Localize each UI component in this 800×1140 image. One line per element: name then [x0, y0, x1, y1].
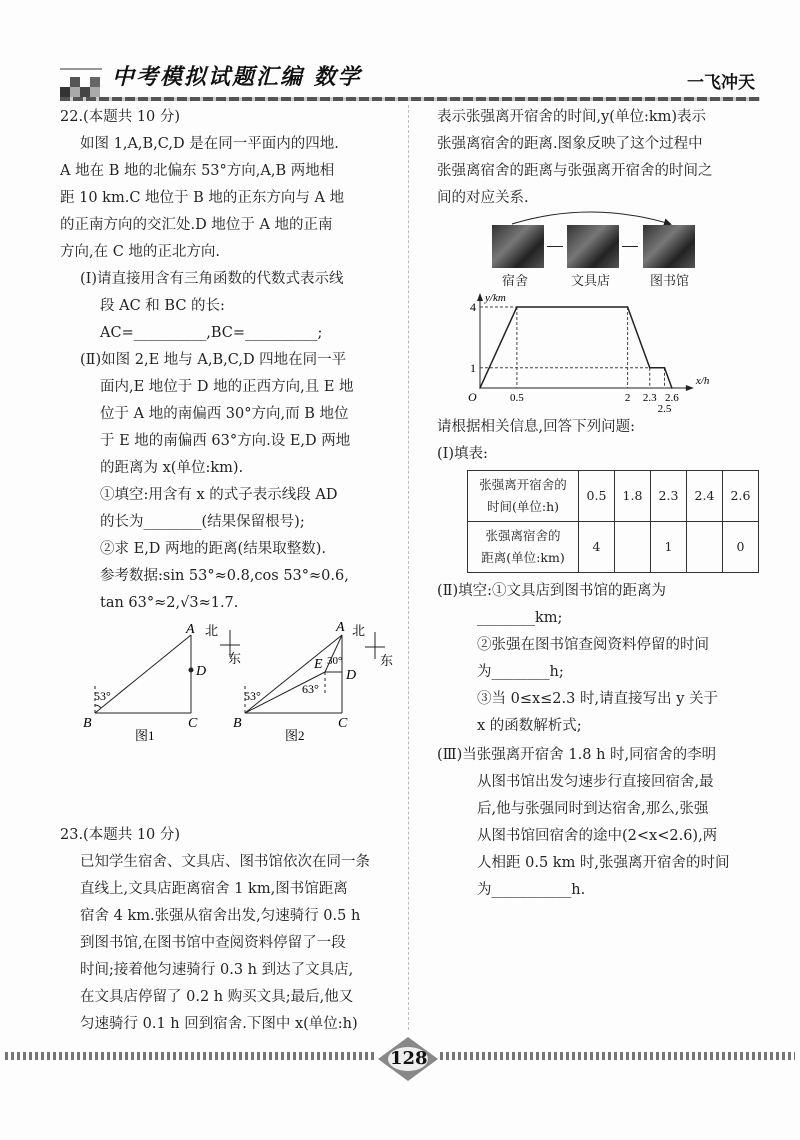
q22-figures — [80, 615, 400, 745]
q23-part2 — [437, 578, 718, 740]
q23-part3 — [437, 742, 730, 904]
table-cell: 0.5 — [579, 471, 615, 522]
row-header — [468, 471, 579, 522]
x-tick-label: 2 — [624, 392, 631, 404]
fig1-angle: 53° — [94, 689, 111, 703]
x-axis-label: x/h — [695, 375, 710, 387]
table-cell-blank[interactable] — [615, 522, 651, 573]
header-line: 时间(单位:h) — [486, 499, 559, 514]
q22-title: 22.(本题共 10 分) — [60, 109, 181, 125]
text-line: ②张强在图书馆查阅资料停留的时间 — [477, 637, 709, 653]
text-line: 已知学生宿舍、文具店、图书馆依次在同一条 — [80, 854, 370, 870]
row-header — [468, 522, 579, 573]
text-line: 面内,E 地位于 D 地的正西方向,且 E 地 — [100, 379, 354, 395]
data-point — [479, 387, 481, 389]
text-line: 从图书馆出发匀速步行直接回宿舍,最 — [477, 774, 714, 790]
data-point — [664, 367, 666, 369]
fig2-label-a: A — [336, 620, 345, 635]
fig2-label-e: E — [314, 657, 323, 672]
text-line: 于 E 地的南偏西 63°方向.设 E,D 两地 — [100, 433, 351, 449]
text-line: 在文具店停留了 0.2 h 购买文具;最后,他又 — [80, 989, 354, 1005]
text-line: ③当 0≤x≤2.3 时,请直接写出 y 关于 — [477, 691, 718, 707]
text-line: 的正南方向的交汇处.D 地位于 A 地的正南 — [60, 217, 333, 233]
fig2-label-b: B — [233, 716, 242, 731]
text-line: A 地在 B 地的北偏东 53°方向,A,B 两地相 — [60, 163, 335, 179]
arrow-to-library — [512, 212, 670, 224]
data-line — [480, 307, 672, 388]
text-line: 时间;接着他匀速骑行 0.3 h 到达了文具店, — [80, 962, 354, 978]
library-photo — [643, 225, 695, 268]
stationery-store-photo — [567, 225, 619, 268]
distance-time-graph — [460, 292, 730, 414]
table-cell[interactable]: 1 — [651, 522, 687, 573]
fig1-label-b: B — [83, 716, 92, 731]
text-line: 参考数据:sin 53°≈0.8,cos 53°≈0.6, — [100, 568, 349, 584]
place-dorm: 宿舍 — [502, 274, 529, 289]
x-tick-label: 2.6 — [665, 392, 679, 404]
x-tick-label: 2.3 — [642, 392, 657, 404]
header-line: 距离(单位:km) — [481, 550, 565, 565]
fig1-label-c: C — [188, 716, 198, 731]
header-divider — [60, 97, 760, 101]
table-row — [468, 522, 759, 573]
data-point — [627, 306, 629, 308]
q23-stem-continued — [437, 104, 713, 212]
fig1-north: 北 — [205, 623, 219, 638]
fill-in-table — [467, 470, 759, 573]
header-line: 张强离开宿舍的 — [479, 477, 567, 492]
place-stationery-store: 文具店 — [571, 274, 611, 289]
figure-2 — [245, 632, 385, 713]
text-line: 人相距 0.5 km 时,张强离开宿舍的时间 — [477, 855, 730, 871]
q23-prompt — [437, 414, 635, 468]
x-tick-label: 2.5 — [657, 403, 672, 414]
table-row — [468, 471, 759, 522]
arrow-left-icon — [622, 246, 638, 247]
text-line: 段 AC 和 BC 的长: — [100, 298, 225, 314]
answer-blank-line: AC=__________,BC=__________; — [100, 325, 323, 341]
table-cell[interactable]: 0 — [723, 522, 759, 573]
fig2-caption: 图2 — [285, 728, 305, 743]
y-axis-label: y/km — [485, 292, 506, 304]
answer-blank-line: ________km; — [477, 610, 563, 626]
place-library: 图书馆 — [650, 274, 690, 289]
footer-border-right — [440, 1052, 795, 1060]
answer-blank-line: 的长为________(结果保留根号); — [100, 514, 305, 530]
text-line: 间的对应关系. — [437, 190, 529, 206]
text-line: 表示张强离开宿舍的时间,y(单位:km)表示 — [437, 109, 707, 125]
text-line: ①填空:用含有 x 的式子表示线段 AD — [100, 487, 338, 503]
text-line: 如图 1,A,B,C,D 是在同一平面内的四地. — [80, 136, 339, 152]
footer-border-left — [5, 1052, 375, 1060]
text-line: (Ⅲ)当张强离开宿舍 1.8 h 时,同宿舍的李明 — [437, 747, 717, 763]
header-logo-icon — [60, 65, 104, 99]
text-line: 请根据相关信息,回答下列问题: — [437, 419, 635, 435]
header-brand: 一飞冲天 — [687, 73, 755, 93]
header-title: 中考模拟试题汇编 数学 — [112, 64, 362, 90]
data-point — [516, 306, 518, 308]
fig2-label-d: D — [346, 668, 357, 683]
fig1-caption: 图1 — [135, 728, 155, 743]
text-line: 直线上,文具店距离宿舍 1 km,图书馆距离 — [80, 881, 348, 897]
table-cell[interactable]: 4 — [579, 522, 615, 573]
fig2-angle-63: 63° — [302, 682, 319, 696]
text-line: 到图书馆,在图书馆中查阅资料停留了一段 — [80, 935, 346, 951]
text-line: 方向,在 C 地的正北方向. — [60, 244, 221, 260]
text-line: 张强离宿舍的距离.图象反映了这个过程中 — [437, 136, 703, 152]
table-cell: 2.6 — [723, 471, 759, 522]
x-tick-label: 0.5 — [510, 392, 524, 404]
header-line: 张强离宿舍的 — [485, 528, 561, 543]
text-line: 的距离为 x(单位:km). — [100, 460, 244, 476]
page-number: 128 — [390, 1048, 428, 1069]
text-line: 位于 A 地的南偏西 30°方向,而 B 地位 — [100, 406, 349, 422]
text-line: tan 63°≈2,√3≈1.7. — [100, 595, 239, 611]
dorm-photo — [492, 225, 544, 268]
fig1-label-d: D — [196, 664, 207, 679]
table-cell: 2.3 — [651, 471, 687, 522]
fig1-east: 东 — [228, 651, 242, 666]
fig2-label-c: C — [338, 716, 348, 731]
text-line: 从图书馆回宿舍的途中(2<x<2.6),两 — [477, 828, 718, 844]
column-divider — [408, 105, 409, 1030]
table-cell: 1.8 — [615, 471, 651, 522]
text-line: 匀速骑行 0.1 h 回到宿舍.下图中 x(单位:h) — [80, 1016, 358, 1032]
arrow-left-icon — [547, 246, 563, 247]
text-line: 宿舍 4 km.张强从宿舍出发,匀速骑行 0.5 h — [80, 908, 361, 924]
origin-label: O — [468, 390, 477, 404]
text-line: ②求 E,D 两地的距离(结果取整数). — [100, 541, 326, 557]
q22-stem — [60, 104, 354, 617]
answer-blank-line: 为________h; — [477, 664, 564, 680]
table-cell-blank[interactable] — [687, 522, 723, 573]
text-line: (Ⅱ)如图 2,E 地与 A,B,C,D 四地在同一平 — [80, 352, 347, 368]
figure-1 — [95, 630, 240, 713]
text-line: x 的函数解析式; — [477, 718, 582, 734]
q23-stem — [60, 822, 370, 1038]
table-cell: 2.4 — [687, 471, 723, 522]
fig2-east: 东 — [380, 653, 394, 668]
fig2-angle-30: 30° — [327, 655, 343, 667]
part1-label: (Ⅰ)填表: — [437, 446, 488, 462]
data-point — [671, 387, 673, 389]
x-axis-arrow-icon — [686, 385, 694, 391]
y-tick-label: 4 — [470, 300, 476, 314]
text-line: (Ⅰ)请直接用含有三角函数的代数式表示线 — [80, 271, 344, 287]
fig2-angle-53: 53° — [244, 689, 261, 703]
y-tick-label: 1 — [470, 360, 476, 375]
fig1-label-a: A — [186, 622, 195, 637]
text-line: 后,他与张强同时到达宿舍,那么,张强 — [477, 801, 709, 817]
text-line: 张强离宿舍的距离与张强离开宿舍的时间之 — [437, 163, 713, 179]
q23-title: 23.(本题共 10 分) — [60, 827, 181, 843]
answer-blank-line: 为___________h. — [477, 882, 586, 898]
fig2-north: 北 — [352, 623, 366, 638]
y-axis-arrow-icon — [477, 293, 483, 301]
data-point — [649, 367, 651, 369]
text-line: 距 10 km.C 地位于 B 地的正东方向与 A 地 — [60, 190, 345, 206]
text-line: (Ⅱ)填空:①文具店到图书馆的距离为 — [437, 583, 667, 599]
